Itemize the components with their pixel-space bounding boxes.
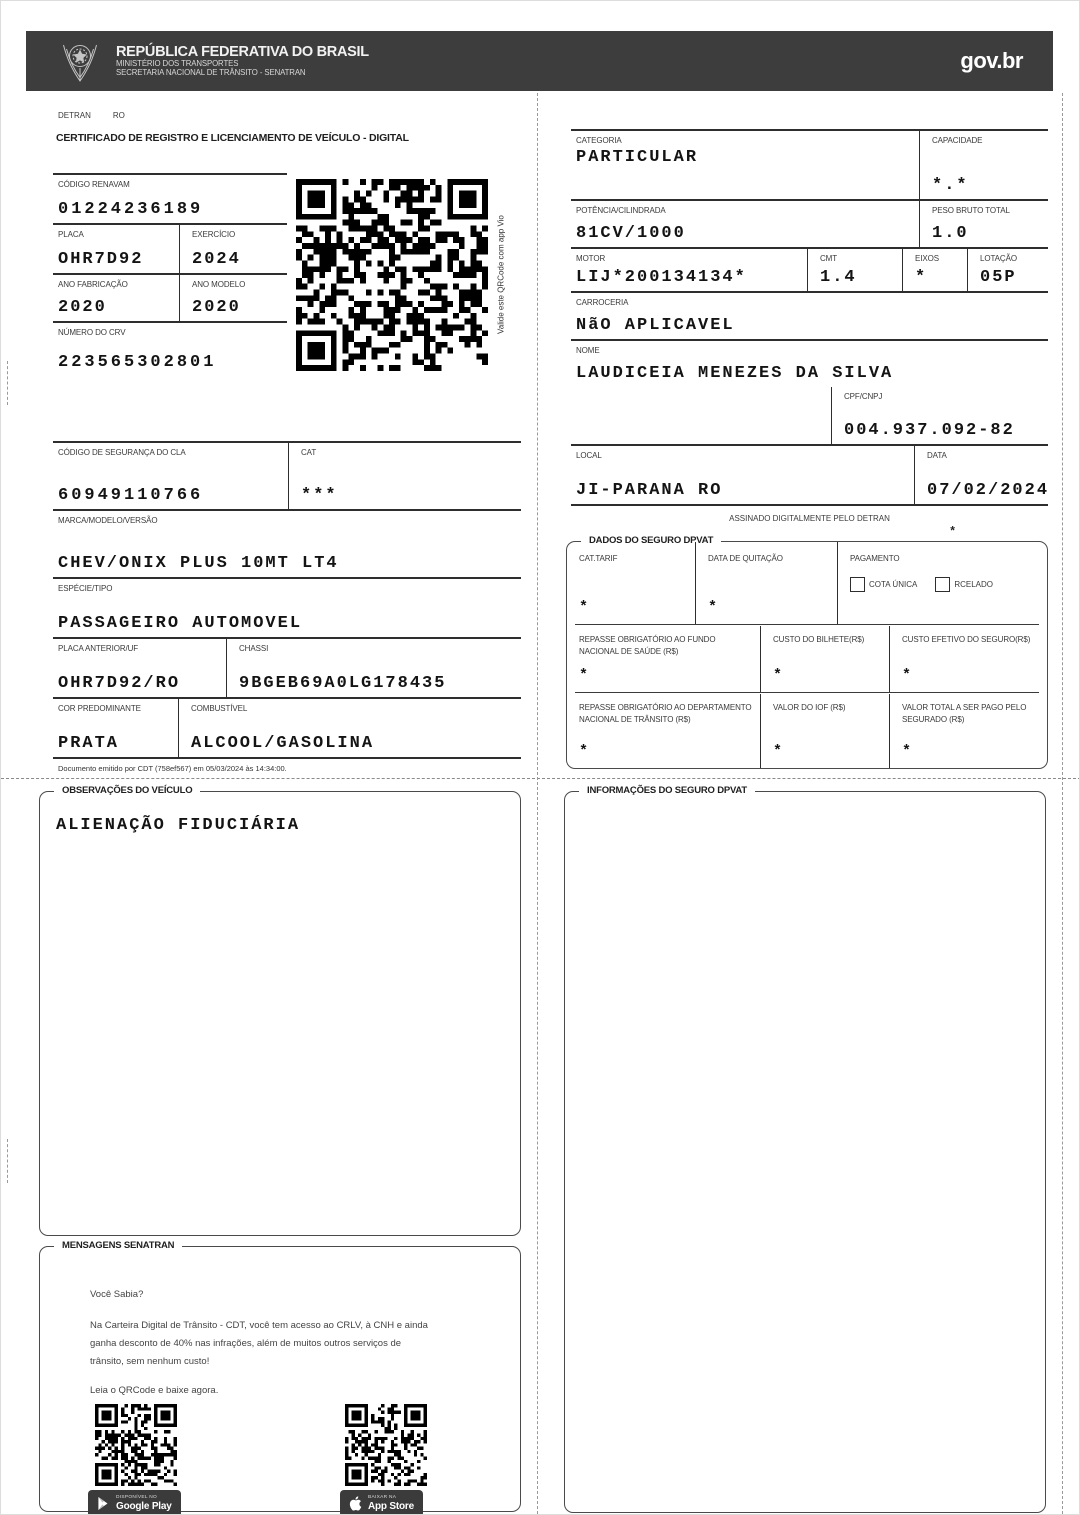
placa-anterior-label: PLACA ANTERIOR/UF	[58, 644, 139, 653]
repasse-transito-value: *	[579, 743, 591, 760]
google-badge-name: Google Play	[116, 1500, 172, 1512]
numero-crv-value: 223565302801	[58, 353, 217, 372]
numero-crv-label: NÚMERO DO CRV	[58, 328, 126, 337]
ano-fabricacao-label: ANO FABRICAÇÃO	[58, 280, 128, 289]
emission-note: Documento emitido por CDT (758ef567) em 05/03/2024 às 14:34:00.	[58, 764, 287, 773]
gov-header-titles	[116, 44, 369, 79]
field-carroceria	[571, 291, 1048, 339]
qr-caption: Valide este QRCode com app Vio	[496, 215, 506, 335]
field-especie-tipo	[53, 577, 521, 637]
google-play-qr-code	[95, 1404, 177, 1486]
gov-header-bar	[26, 31, 1053, 91]
especie-label: ESPÉCIE/TIPO	[58, 584, 113, 593]
quitacao-label: DATA DE QUITAÇÃO	[708, 554, 783, 563]
carroceria-label: CARROCERIA	[576, 298, 629, 307]
cat-value: ***	[301, 486, 338, 505]
apple-badge-top-text: BAIXAR NA	[368, 1495, 397, 1501]
informacoes-seguro-box	[564, 785, 1046, 1513]
republic-title: REPÚBLICA FEDERATIVA DO BRASIL	[116, 43, 369, 60]
google-badge-top-text: DISPONÍVEL NO	[116, 1495, 158, 1501]
especie-value: PASSAGEIRO AUTOMOVEL	[58, 614, 303, 633]
lotacao-label: LOTAÇÃO	[980, 254, 1017, 263]
ano-modelo-label: ANO MODELO	[192, 280, 246, 289]
vertical-cut-line-right	[1062, 93, 1063, 1514]
categoria-value: PARTICULAR	[576, 148, 699, 167]
field-renavam	[53, 173, 287, 223]
chassi-label: CHASSI	[239, 644, 269, 653]
marca-value: CHEV/ONIX PLUS 10MT LT4	[58, 554, 339, 573]
exercicio-value: 2024	[192, 250, 241, 269]
field-row-motor	[571, 247, 1048, 291]
potencia-label: POTÊNCIA/CILINDRADA	[576, 206, 666, 215]
validation-qr-code	[296, 179, 488, 371]
detran-uf: RO	[112, 111, 125, 120]
detran-line	[58, 111, 125, 120]
digital-signature-note: ASSINADO DIGITALMENTE PELO DETRAN	[729, 514, 890, 523]
observacoes-title: OBSERVAÇÕES DO VEÍCULO	[54, 785, 200, 796]
cat-tarif-value: *	[579, 599, 591, 616]
placa-anterior-value: OHR7D92/RO	[58, 674, 181, 693]
field-nome	[571, 339, 1048, 387]
ano-modelo-value: 2020	[192, 298, 241, 317]
observacoes-content: ALIENAÇÃO FIDUCIÁRIA	[56, 816, 301, 835]
custo-bilhete-value: *	[773, 667, 785, 684]
custo-bilhete-label: CUSTO DO BILHETE(R$)	[773, 635, 865, 644]
placa-label: PLACA	[58, 230, 84, 239]
peso-value: 1.0	[932, 224, 969, 243]
motor-label: MOTOR	[576, 254, 606, 263]
dpvat-data-box	[566, 535, 1048, 769]
left-edge-notch-2	[7, 1139, 8, 1183]
apple-icon	[349, 1496, 362, 1511]
cota-unica-label: COTA ÚNICA	[869, 580, 918, 589]
cat-tarif-label: CAT.TARIF	[579, 554, 618, 563]
potencia-value: 81CV/1000	[576, 224, 686, 243]
cat-label: CAT	[301, 448, 317, 457]
local-label: LOCAL	[576, 451, 602, 460]
mensagens-body: Na Carteira Digital de Trânsito - CDT, você tem acesso ao CRLV, à CNH e ainda ganha desconto de 40% nas infrações, além de muitos outros serviços de trânsito, sem nenhum custo!	[90, 1320, 428, 1367]
informacoes-seguro-title: INFORMAÇÕES DO SEGURO DPVAT	[579, 785, 755, 796]
local-value: JI-PARANA RO	[576, 481, 723, 500]
field-numero-crv	[53, 321, 287, 376]
placa-value: OHR7D92	[58, 250, 144, 269]
field-row-cla-cat	[53, 441, 521, 509]
cmt-value: 1.4	[820, 268, 857, 287]
govbr-logo: gov.br	[960, 48, 1023, 73]
dpvat-box-title: DADOS DO SEGURO DPVAT	[581, 535, 721, 546]
field-row-categoria-capacidade	[571, 129, 1048, 199]
codigo-cla-label: CÓDIGO DE SEGURANÇA DO CLA	[58, 448, 186, 457]
quitacao-value: *	[708, 599, 720, 616]
pagamento-label: PAGAMENTO	[850, 554, 900, 563]
mensagens-senatran-box	[39, 1240, 521, 1512]
valor-iof-label: VALOR DO IOF (R$)	[773, 703, 846, 712]
carroceria-value: NãO APLICAVEL	[576, 316, 735, 335]
ano-fabricacao-value: 2020	[58, 298, 107, 317]
valor-total-value: *	[902, 743, 914, 760]
parcelado-label: RCELADO	[954, 580, 993, 589]
mensagens-greeting: Você Sabia?	[90, 1289, 144, 1300]
custo-efetivo-label: CUSTO EFETIVO DO SEGURO(R$)	[902, 635, 1031, 644]
marca-label: MARCA/MODELO/VERSÃO	[58, 516, 158, 525]
cpf-value: 004.937.092-82	[844, 421, 1015, 440]
document-title: CERTIFICADO DE REGISTRO E LICENCIAMENTO DE VEÍCULO - DIGITAL	[56, 132, 409, 144]
repasse-saude-label: REPASSE OBRIGATÓRIO AO FUNDO NACIONAL DE SAÚDE (R$)	[579, 635, 716, 656]
apple-badge-name: App Store	[368, 1500, 414, 1512]
detran-label: DETRAN	[58, 111, 91, 120]
chassi-value: 9BGEB69A0LG178435	[239, 674, 447, 693]
app-store-badge	[340, 1490, 423, 1515]
observacoes-box	[39, 785, 521, 1236]
repasse-transito-label: REPASSE OBRIGATÓRIO AO DEPARTAMENTO NACIONAL DE TRÂNSITO (R$)	[579, 703, 752, 724]
horizontal-cut-line	[1, 778, 1080, 779]
peso-label: PESO BRUTO TOTAL	[932, 206, 1010, 215]
codigo-cla-value: 60949110766	[58, 486, 204, 505]
nome-value: LAUDICEIA MENEZES DA SILVA	[576, 364, 894, 383]
field-row-anos	[53, 273, 287, 321]
field-row-local-data	[571, 444, 1048, 506]
play-store-icon	[97, 1496, 110, 1511]
field-row-placa-anterior-chassi	[53, 637, 521, 697]
custo-efetivo-value: *	[902, 667, 914, 684]
app-store-qr-code	[345, 1404, 427, 1486]
renavam-label: CÓDIGO RENAVAM	[58, 180, 130, 189]
ministry-subtitle: MINISTÉRIO DOS TRANSPORTES	[116, 59, 239, 69]
capacidade-value: *.*	[932, 176, 969, 195]
exercicio-label: EXERCÍCIO	[192, 230, 236, 239]
field-row-potencia-peso	[571, 199, 1048, 247]
parcelado-checkbox	[935, 577, 950, 592]
cor-label: COR PREDOMINANTE	[58, 704, 141, 713]
vertical-cut-line-middle	[537, 93, 538, 1514]
brazil-coat-of-arms-icon	[58, 37, 102, 85]
lotacao-value: 05P	[980, 268, 1017, 287]
categoria-label: CATEGORIA	[576, 136, 622, 145]
cota-unica-checkbox	[850, 577, 865, 592]
field-marca-modelo	[53, 509, 521, 577]
combustivel-value: ALCOOL/GASOLINA	[191, 734, 375, 753]
mensagens-cta: Leia o QRCode e baixe agora.	[90, 1385, 219, 1396]
cpf-label: CPF/CNPJ	[844, 392, 883, 401]
google-play-badge	[88, 1490, 181, 1515]
data-label: DATA	[927, 451, 947, 460]
secretariat-subtitle: SECRETARIA NACIONAL DE TRÂNSITO - SENATRAN	[116, 68, 306, 78]
asterisk-mark: *	[949, 525, 957, 539]
field-row-cor-combustivel	[53, 697, 521, 759]
motor-value: LIJ*200134134*	[576, 268, 747, 287]
nome-label: NOME	[576, 346, 600, 355]
capacidade-label: CAPACIDADE	[932, 136, 983, 145]
repasse-saude-value: *	[579, 667, 591, 684]
valor-iof-value: *	[773, 743, 785, 760]
renavam-value: 01224236189	[58, 200, 204, 219]
eixos-label: EIXOS	[915, 254, 939, 263]
field-cpf	[571, 387, 1048, 444]
eixos-value: *	[915, 268, 928, 287]
field-row-placa-exercicio	[53, 223, 287, 273]
dpvat-divider-1	[575, 624, 1039, 625]
dpvat-divider-2	[575, 692, 1039, 693]
combustivel-label: COMBUSTÍVEL	[191, 704, 248, 713]
data-value: 07/02/2024	[927, 481, 1050, 500]
mensagens-title: MENSAGENS SENATRAN	[54, 1240, 182, 1251]
left-edge-notch-1	[7, 361, 8, 405]
cmt-label: CMT	[820, 254, 838, 263]
valor-total-label: VALOR TOTAL A SER PAGO PELO SEGURADO (R$)	[902, 703, 1027, 724]
cor-value: PRATA	[58, 734, 120, 753]
